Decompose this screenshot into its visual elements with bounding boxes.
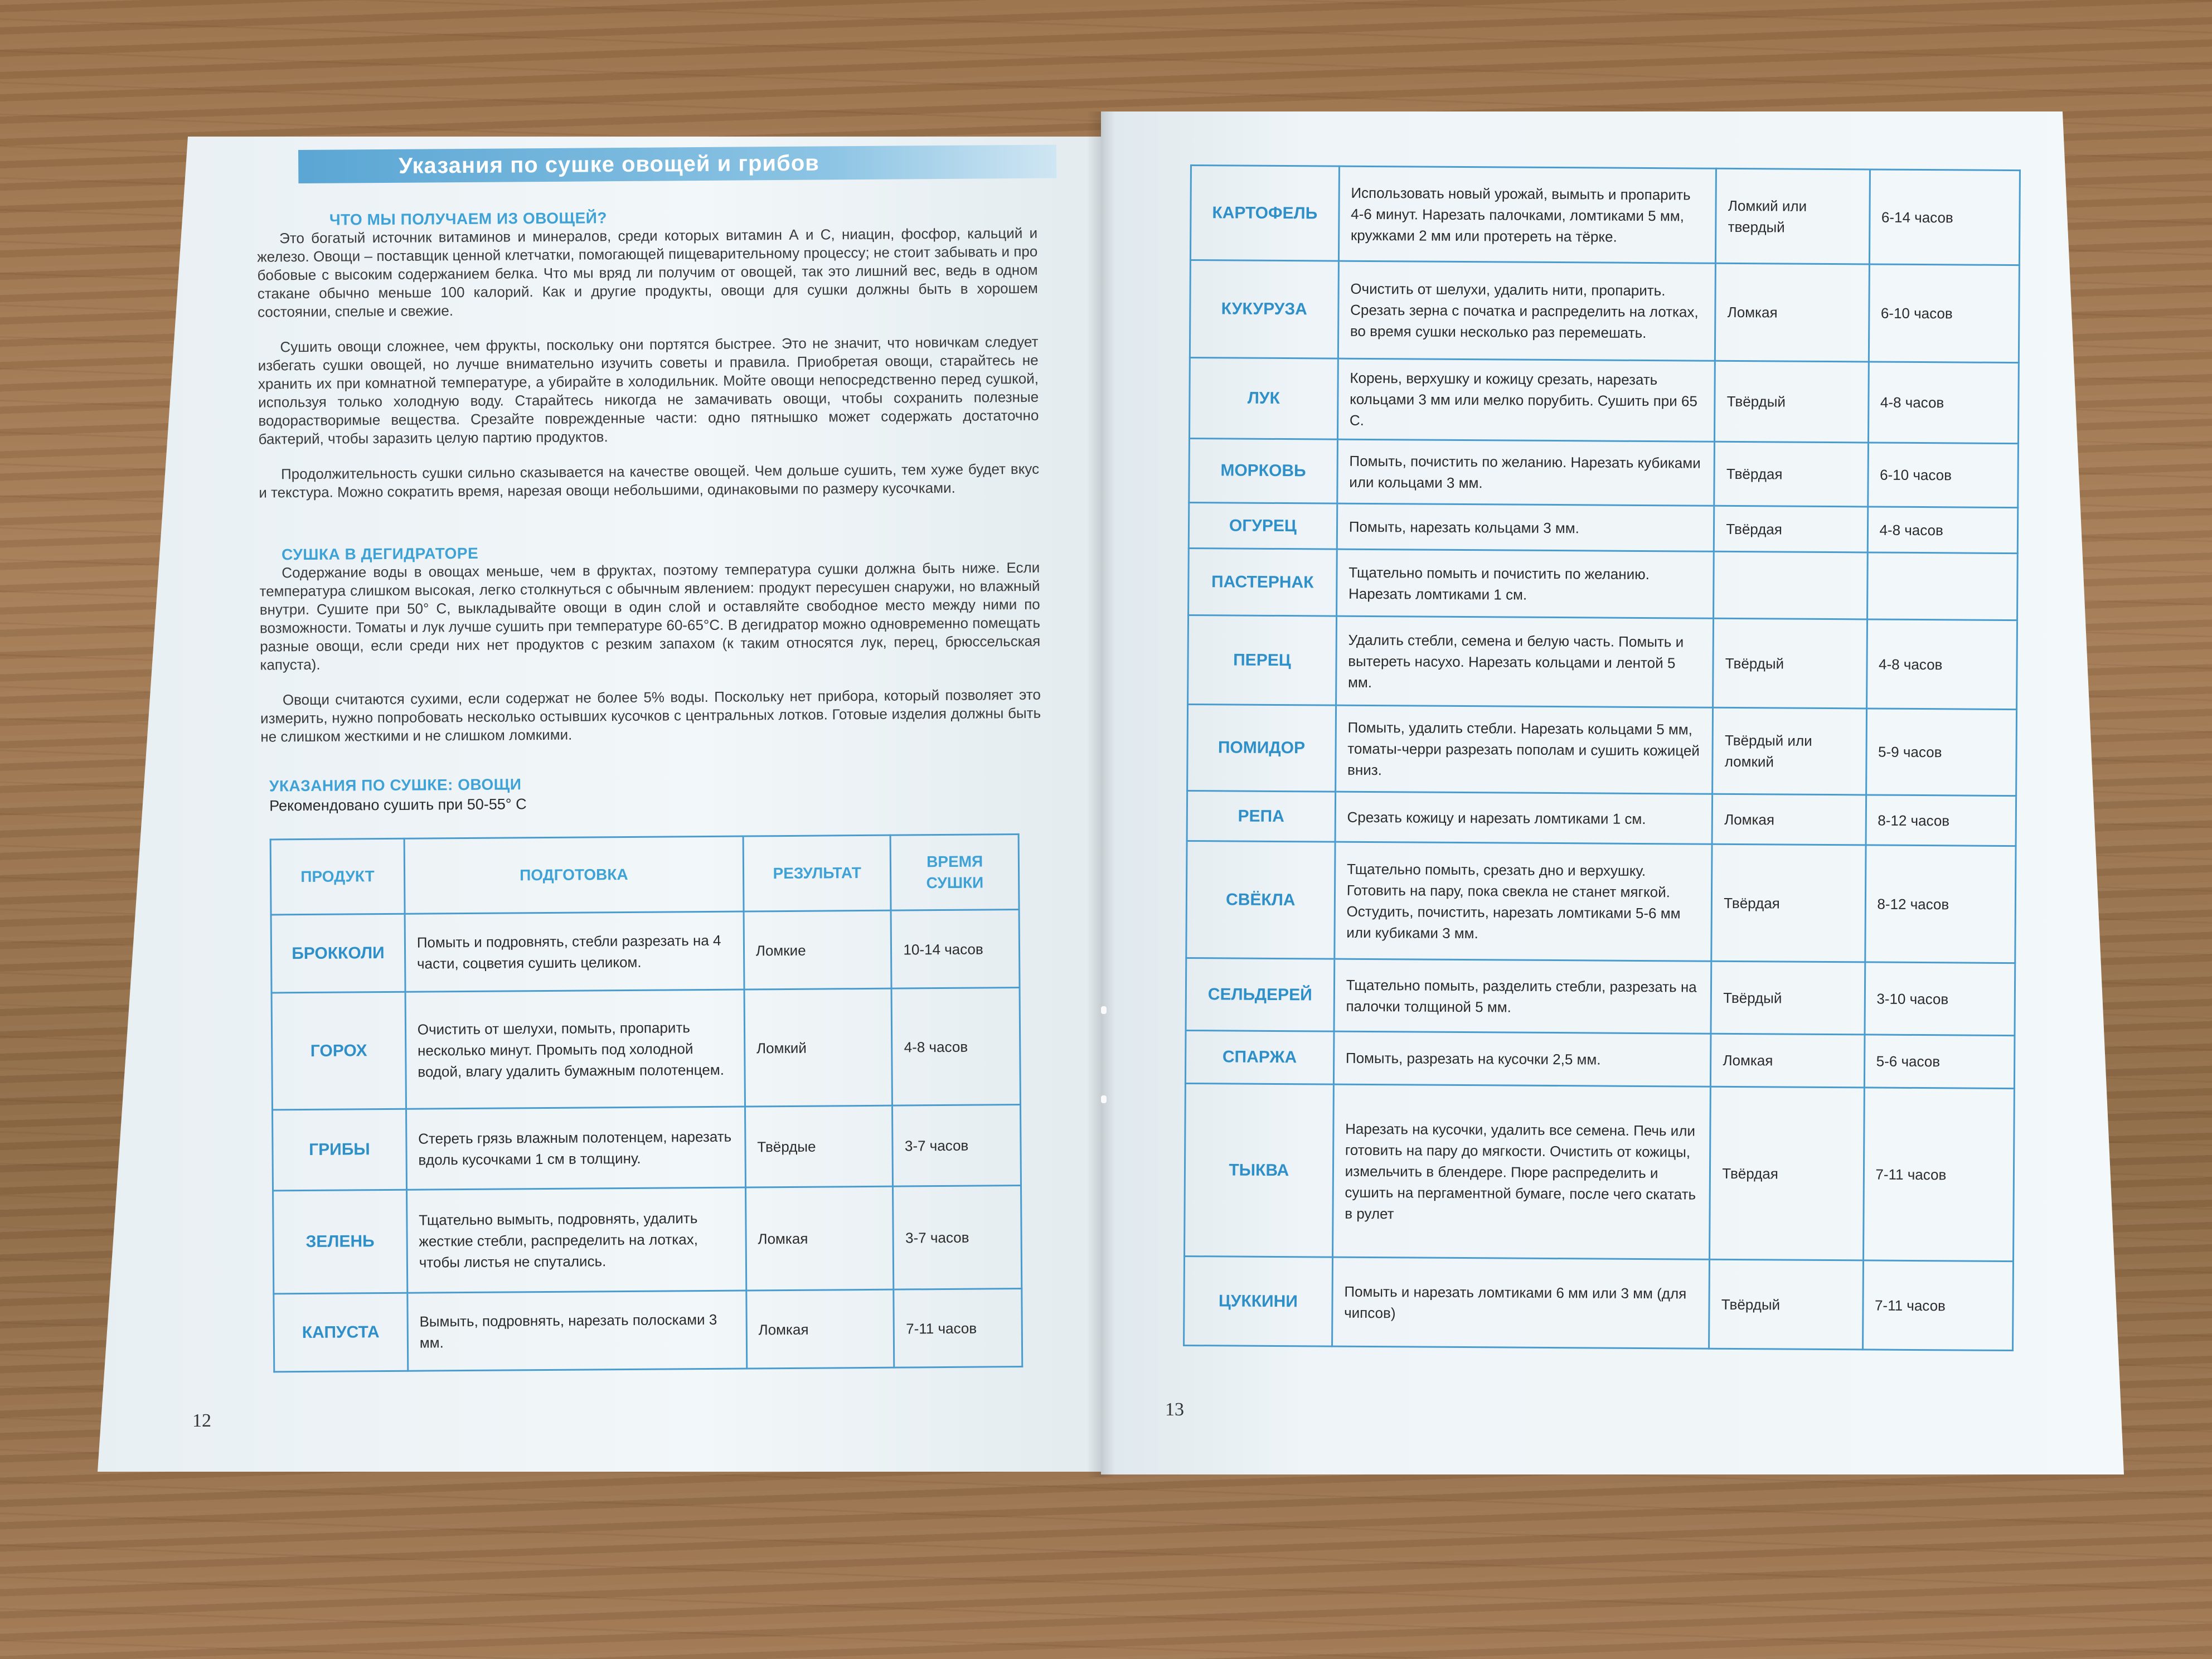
product-name: ПОМИДОР	[1187, 704, 1336, 792]
product-prep: Тщательно вымыть, подровнять, удалить жесткие стебли, распределить на лотках, чтобы листья не спутались.	[406, 1187, 746, 1293]
page-number: 12	[192, 1410, 211, 1431]
table-row	[1186, 841, 2016, 963]
product-time: 4-8 часов	[1867, 507, 2018, 554]
product-prep: Помыть, удалить стебли. Нарезать кольцами 5 мм, томаты-черри разрезать пополам и сушить кожицей вниз.	[1335, 705, 1713, 794]
product-prep: Очистить от шелухи, помыть, пропарить несколько минут. Промыть под холодной водой, влагу удалить бумажным полотенцем.	[405, 989, 745, 1109]
product-result: Твёрдый или ломкий	[1713, 707, 1866, 795]
product-name: КУКУРУЗА	[1190, 260, 1338, 359]
product-prep: Использовать новый урожай, вымыть и пропарить 4-6 минут. Нарезать палочками, ломтиками 5 мм, кружками 2 мм или протереть на тёрке.	[1338, 166, 1716, 263]
section-table-intro	[269, 772, 1050, 815]
product-name: ЗЕЛЕНЬ	[273, 1190, 408, 1294]
product-name: СПАРЖА	[1185, 1030, 1333, 1084]
product-name: ЦУККИНИ	[1184, 1256, 1333, 1346]
section-dehydrator	[259, 541, 1041, 746]
table-row	[1190, 260, 2019, 363]
product-name: СЕЛЬДЕРЕЙ	[1186, 958, 1335, 1031]
product-time: 7-11 часов	[1863, 1088, 2014, 1262]
paragraph: Содержание воды в овощах меньше, чем в фруктах, поэтому температура сушки должна быть ниже. Если температура слишком высокая, легко столкнуться с обычным явлением: продукт пересушен снаружи, но влажный внутри. Сушите при 50° С, выкладывайте овощи в один слой и оставляйте свободное место между ними по возможности. Томаты и лук лучше сушить при температуре 60-65°С. В дегидратор можно одновременно помещать разные овощи, если среди них нет продуктов с резким запахом (к таким относятся лук, перец, брюссельская капуста).	[259, 559, 1041, 673]
paragraph: Сушить овощи сложнее, чем фрукты, поскольку они портятся быстрее. Это не значит, что новичкам следует избегать сушки овощей, но лучше внимательно изучить советы и правила. Приобретая овощи, старайтесь не хранить их при комнатной температуре, а убирайте в холодильник. Мойте овощи непосредственно перед сушкой, используя только холодную воду. Старайтесь никогда не замачивать овощи, чтобы сохранить полезные водорастворимые вещества. Срезайте поврежденные части: одно пятнышко может содержать достаточно бактерий, чтобы заразить целую партию продуктов.	[258, 333, 1039, 448]
product-time: 4-8 часов	[891, 988, 1020, 1106]
table-row	[273, 1105, 1021, 1191]
product-time: 5-9 часов	[1866, 709, 2016, 796]
product-name: ОГУРЕЦ	[1189, 502, 1337, 549]
product-name: ТЫКВА	[1185, 1083, 1334, 1257]
product-result: Ломкие	[744, 910, 892, 989]
product-time: 4-8 часов	[1866, 619, 2017, 710]
section-title-bar	[298, 145, 1056, 183]
column-header: ПРОДУКТ	[270, 838, 405, 915]
staple-icon	[1101, 1006, 1107, 1014]
product-prep: Удалить стебли, семена и белую часть. Помыть и вытереть насухо. Нарезать кольцами и лентой 5 мм.	[1336, 616, 1714, 707]
product-result: Твёрдые	[745, 1105, 893, 1187]
product-prep: Тщательно помыть и почистить по желанию. Нарезать ломтиками 1 см.	[1336, 549, 1714, 618]
product-result: Твёрдый	[1715, 361, 1869, 443]
product-result: Ломкая	[746, 1289, 895, 1369]
table-header-row	[270, 835, 1019, 915]
table-row	[1190, 166, 2020, 265]
product-prep: Помыть, разрезать на кусочки 2,5 мм.	[1333, 1031, 1711, 1086]
table-row	[1189, 358, 2019, 444]
table-row	[273, 1186, 1022, 1294]
product-prep: Помыть, нарезать кольцами 3 мм.	[1337, 503, 1714, 551]
product-name: ГРИБЫ	[273, 1109, 407, 1191]
product-name: КАПУСТА	[274, 1293, 408, 1372]
product-name: СВЁКЛА	[1186, 841, 1335, 959]
product-time: 5-6 часов	[1864, 1035, 2015, 1089]
paragraph: Овощи считаются сухими, если содержат не более 5% воды. Поскольку нет прибора, который позволяет это измерить, нужно попробовать несколько остывших кусочков с центральных лотков. Готовые изделия должны быть не слишком жесткими и не слишком ломкими.	[260, 686, 1041, 745]
product-result: Ломкий	[744, 988, 892, 1107]
section-heading: СУШКА В ДЕГИДРАТОРЕ	[281, 544, 479, 564]
product-name: ПАСТЕРНАК	[1189, 548, 1337, 616]
product-result: Ломкая	[745, 1186, 894, 1291]
product-prep: Нарезать на кусочки, удалить все семена. Печь или готовить на пару до мягкости. Очистить от кожицы, измельчить в блендере. Пюре распределить и сушить на пергаментной бумаге, после чего скатать в рулет	[1332, 1084, 1710, 1259]
booklet-spine	[1087, 111, 1115, 1477]
product-result: Твёрдая	[1711, 844, 1865, 962]
column-header: РЕЗУЛЬТАТ	[743, 835, 891, 911]
section-heading: УКАЗАНИЯ ПО СУШКЕ: ОВОЩИ	[269, 775, 522, 795]
product-time: 3-7 часов	[892, 1105, 1021, 1187]
product-time: 8-12 часов	[1866, 795, 2016, 846]
table-row	[274, 1289, 1022, 1372]
product-prep: Тщательно помыть, разделить стебли, разрезать на палочки толщиной 5 мм.	[1334, 959, 1711, 1034]
product-result: Твёрдый	[1713, 618, 1867, 709]
paragraph: Это богатый источник витаминов и минералов, среди которых витамин А и С, ниацин, фосфор, кальций и железо. Овощи – поставщик ценной клетчатки, помогающей пищеварительному процессу; не стоит забывать и про бобовые с высоким содержанием белка. Что мы вряд ли получим от овощей, так это лишний вес, ведь в одном стакане обычно меньше 100 калорий. Как и другие продукты, овощи для сушки должны быть в хорошем состоянии, спелые и свежие.	[257, 224, 1038, 321]
product-time: 7-11 часов	[894, 1289, 1022, 1368]
product-name: ГОРОХ	[271, 992, 406, 1110]
vegetables-table-left	[270, 833, 1023, 1372]
section-vegetables-benefits	[257, 206, 1040, 502]
product-name: КАРТОФЕЛЬ	[1190, 166, 1339, 261]
product-prep: Корень, верхушку и кожицу срезать, нарезать кольцами 3 мм или мелко порубить. Сушить при 65 С.	[1337, 358, 1715, 442]
table-row	[1185, 1083, 2015, 1261]
product-time: 6-10 часов	[1867, 443, 2018, 508]
product-prep: Помыть и подровнять, стебли разрезать на 4 части, соцветия сушить целиком.	[405, 911, 744, 992]
product-result	[1714, 551, 1867, 619]
section-heading: ЧТО МЫ ПОЛУЧАЕМ ИЗ ОВОЩЕЙ?	[329, 209, 608, 229]
product-prep: Очистить от шелухи, удалить нити, пропарить. Срезать зерна с початка и распределить на лотках, во время сушки несколько раз перемешать.	[1338, 261, 1716, 361]
staple-icon	[1101, 1095, 1107, 1103]
product-name: РЕПА	[1187, 790, 1335, 842]
table-row	[1186, 958, 2015, 1035]
table-row	[1188, 615, 2017, 709]
product-time: 3-7 часов	[893, 1186, 1022, 1290]
product-prep: Стереть грязь влажным полотенцем, нарезать вдоль кусочками 1 см в толщину.	[406, 1107, 745, 1190]
product-time	[1867, 552, 2017, 620]
table-row	[1187, 790, 2016, 846]
page-number: 13	[1165, 1399, 1184, 1420]
product-result: Твёрдая	[1714, 442, 1868, 507]
vegetables-table-right	[1183, 164, 2021, 1351]
table-row	[1189, 502, 2017, 553]
product-time: 3-10 часов	[1864, 962, 2015, 1036]
product-result: Твёрдая	[1710, 1086, 1864, 1260]
product-result: Ломкий или твердый	[1716, 168, 1870, 264]
product-prep: Помыть и нарезать ломтиками 6 мм или 3 мм (для чипсов)	[1332, 1257, 1710, 1348]
table-row	[271, 988, 1020, 1110]
paragraph: Продолжительность сушки сильно сказывается на качестве овощей. Чем дольше сушить, тем хуже будет вкус и текстура. Можно сократить время, нарезая овощи небольшими, одинаковыми по размеру кусочками.	[259, 460, 1040, 501]
table-row	[1189, 548, 2018, 620]
product-prep: Тщательно помыть, срезать дно и верхушку. Готовить на пару, пока свекла не станет мягкой. Остудить, почистить, нарезать ломтиками 5-6 мм или кубиками 3 мм.	[1335, 842, 1713, 961]
product-name: МОРКОВЬ	[1189, 439, 1337, 504]
product-result: Твёрдый	[1709, 1259, 1863, 1350]
column-header: ПОДГОТОВКА	[404, 836, 744, 914]
product-time: 10-14 часов	[891, 910, 1020, 989]
product-time: 8-12 часов	[1865, 845, 2016, 963]
product-result: Ломкая	[1715, 263, 1869, 362]
product-time: 4-8 часов	[1868, 362, 2019, 444]
product-time: 6-14 часов	[1869, 169, 2020, 265]
table-row	[1184, 1256, 2014, 1350]
product-prep: Срезать кожицу и нарезать ломтиками 1 см.	[1335, 792, 1713, 844]
product-name: БРОККОЛИ	[271, 914, 405, 993]
table-subtitle: Рекомендовано сушить при 50-55° С	[269, 795, 527, 814]
product-prep: Помыть, почистить по желанию. Нарезать кубиками или кольцами 3 мм.	[1337, 439, 1715, 506]
page-title: Указания по сушке овощей и грибов	[399, 151, 819, 178]
product-name: ЛУК	[1189, 358, 1338, 440]
table-row	[1185, 1030, 2015, 1088]
product-name: ПЕРЕЦ	[1188, 615, 1337, 705]
product-result: Ломкая	[1712, 794, 1866, 845]
product-result: Твёрдый	[1711, 961, 1865, 1035]
product-time: 7-11 часов	[1862, 1260, 2013, 1351]
product-time: 6-10 часов	[1869, 264, 2020, 363]
table-row	[271, 910, 1020, 993]
table-row	[1189, 439, 2019, 508]
table-row	[1187, 704, 2017, 795]
product-result: Твёрдая	[1714, 506, 1868, 552]
column-header: ВРЕМЯ СУШКИ	[891, 835, 1019, 911]
product-result: Ломкая	[1711, 1034, 1865, 1088]
product-prep: Вымыть, подровнять, нарезать полосками 3 мм.	[408, 1291, 747, 1371]
